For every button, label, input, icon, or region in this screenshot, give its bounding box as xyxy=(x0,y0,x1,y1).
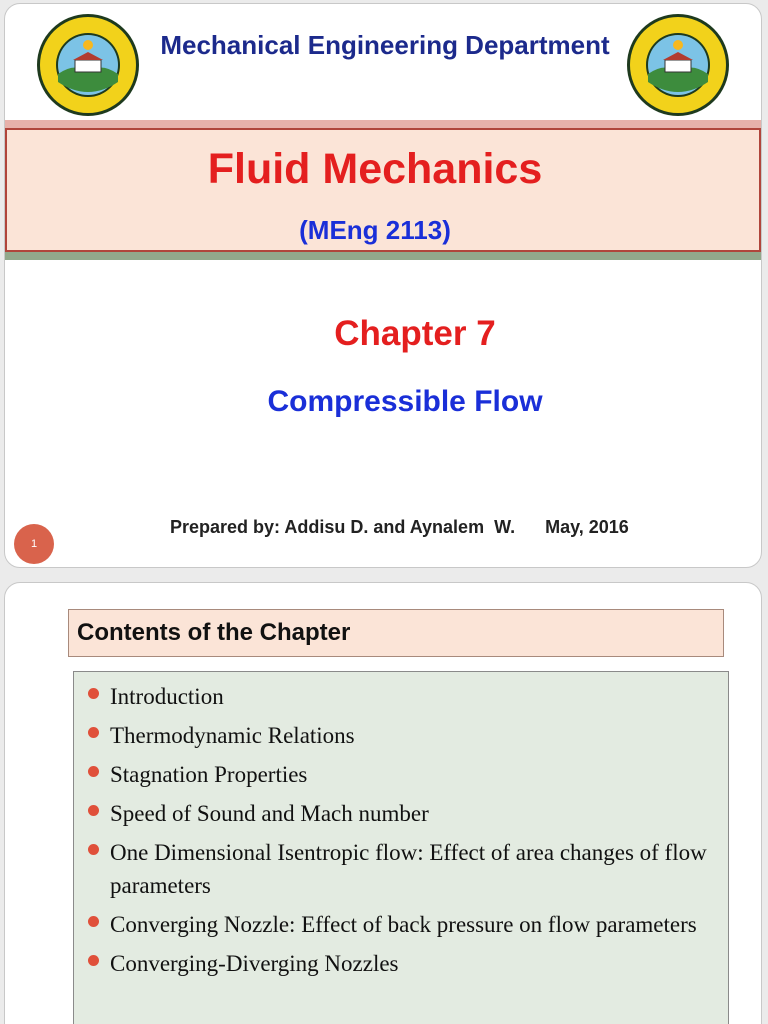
contents-list xyxy=(74,680,710,986)
list-item-text: Thermodynamic Relations xyxy=(110,723,355,748)
department-title: Mechanical Engineering Department xyxy=(160,30,610,60)
contents-slide xyxy=(4,582,762,1024)
bullet-icon xyxy=(88,766,99,777)
list-item xyxy=(74,836,710,902)
list-item-text: Stagnation Properties xyxy=(110,762,308,787)
list-item-text: Converging-Diverging Nozzles xyxy=(110,951,399,976)
university-logo-right xyxy=(625,12,731,118)
bullet-icon xyxy=(88,688,99,699)
bullet-icon xyxy=(88,805,99,816)
bullet-icon xyxy=(88,727,99,738)
university-seal-icon xyxy=(625,12,731,118)
slide-number-badge: 1 xyxy=(14,524,54,564)
university-logo-left xyxy=(35,12,141,118)
list-item-text: Converging Nozzle: Effect of back pressure on flow parameters xyxy=(110,912,697,937)
list-item xyxy=(74,908,710,941)
contents-heading: Contents of the Chapter xyxy=(77,619,351,646)
list-item xyxy=(74,719,710,752)
contents-list-box xyxy=(73,671,729,1024)
list-item-text: Introduction xyxy=(110,684,224,709)
title-band-bottom xyxy=(5,252,762,260)
list-item-text: Speed of Sound and Mach number xyxy=(110,801,429,826)
bullet-icon xyxy=(88,916,99,927)
list-item xyxy=(74,680,710,713)
title-slide xyxy=(4,3,762,568)
course-title: Fluid Mechanics xyxy=(207,145,543,193)
chapter-title: Compressible Flow xyxy=(267,385,543,418)
chapter-label: Chapter 7 xyxy=(334,314,496,353)
list-item xyxy=(74,947,710,980)
list-item-text: One Dimensional Isentropic flow: Effect of area changes of flow parameters xyxy=(110,840,707,898)
prepared-by-line: Prepared by: Addisu D. and Aynalem W. May, 2016 xyxy=(170,517,629,537)
list-item xyxy=(74,758,710,791)
contents-heading-box xyxy=(68,609,724,657)
university-seal-icon xyxy=(35,12,141,118)
bullet-icon xyxy=(88,955,99,966)
bullet-icon xyxy=(88,844,99,855)
course-code: (MEng 2113) xyxy=(299,215,451,245)
title-band-top xyxy=(5,120,762,128)
list-item xyxy=(74,797,710,830)
